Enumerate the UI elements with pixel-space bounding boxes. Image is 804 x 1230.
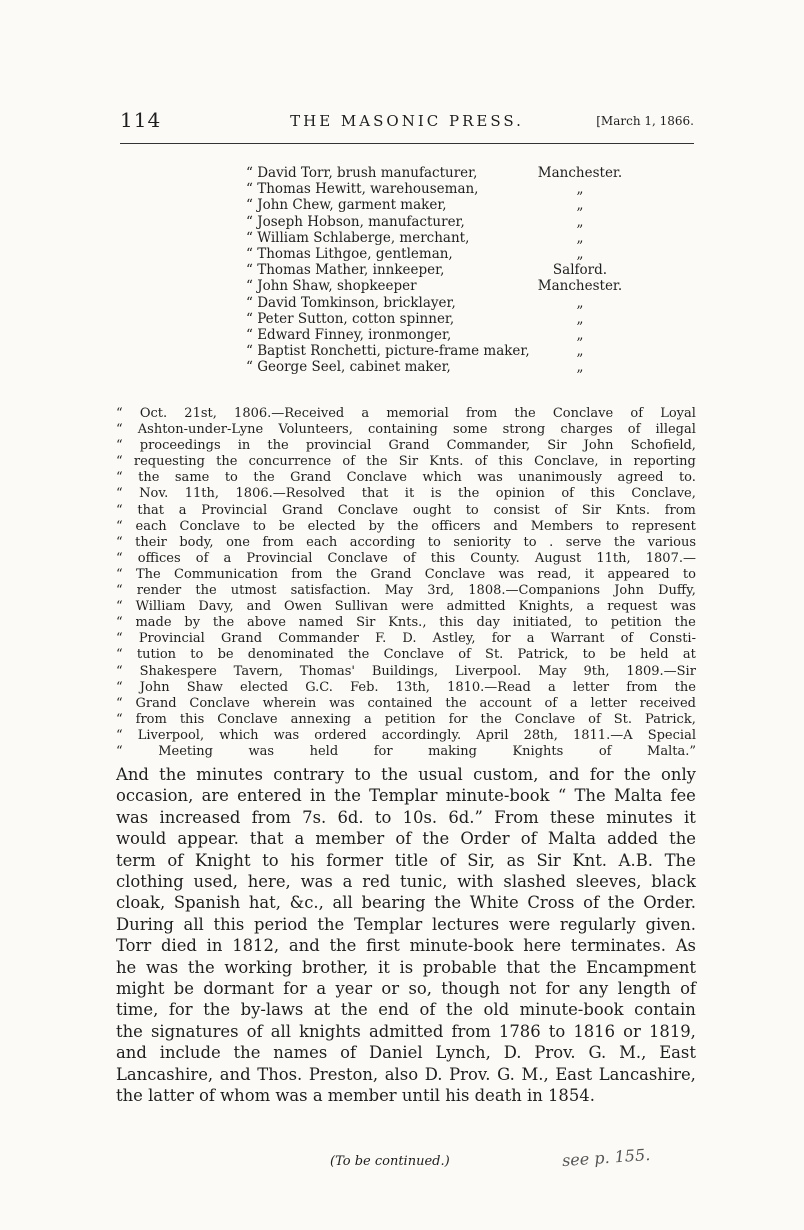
running-title: THE MASONIC PRESS.	[290, 112, 524, 130]
quote-line: “ Oct. 21st, 1806.—Received a memorial from the Conclave of Loyal	[116, 406, 696, 421]
quote-line: “ William Davy, and Owen Sullivan were admitted Knights, a request was	[116, 599, 696, 615]
body-line: and include the names of Daniel Lynch, D. Prov. G. M., East	[116, 1043, 696, 1063]
member-row	[246, 214, 626, 230]
issue-date: [March 1, 1866.	[596, 114, 694, 128]
body-line: cloak, Spanish hat, &c., all bearing the White Cross of the Order.	[116, 893, 696, 913]
quote-line: “ offices of a Provincial Conclave of this County. August 11th, 1807.—	[116, 550, 696, 566]
body-line: Lancashire, and Thos. Preston, also D. Prov. G. M., East Lancashire,	[116, 1064, 696, 1084]
member-place: „	[576, 343, 584, 360]
quote-line: “ Liverpool, which was ordered accordingly. April 28th, 1811.—A Special	[116, 727, 696, 743]
header-rule	[120, 143, 694, 144]
quote-line: “ tution to be denominated the Conclave of St. Patrick, to be held at	[116, 647, 696, 663]
body-line: the latter of whom was a member until his death in 1854.	[116, 1086, 595, 1106]
member-name: “ George Seel, cabinet maker,	[246, 359, 451, 376]
member-place: „	[576, 213, 584, 230]
body-line: would appear. that a member of the Order of Malta added the	[116, 829, 696, 849]
body-line: Torr died in 1812, and the first minute-book here terminates. As	[116, 936, 696, 956]
member-row	[246, 327, 626, 343]
member-place: „	[576, 310, 584, 327]
member-name: “ Thomas Mather, innkeeper,	[246, 262, 445, 279]
quote-line: “ each Conclave to be elected by the officers and Members to represent	[116, 518, 696, 534]
member-row	[246, 165, 626, 181]
body-line: term of Knight to his former title of Sir, as Sir Knt. A.B. The	[116, 850, 696, 870]
handwritten-annotation: see p. 155.	[561, 1144, 651, 1171]
member-place: Manchester.	[537, 278, 623, 295]
member-name: “ Baptist Ronchetti, picture-frame maker,	[246, 343, 530, 360]
quote-line: “ Provincial Grand Commander F. D. Astley, for a Warrant of Consti-	[116, 631, 696, 647]
quote-line: “ The Communication from the Grand Conclave was read, it appeared to	[116, 566, 696, 582]
body-line: might be dormant for a year or so, though not for any length of	[116, 979, 696, 999]
member-row	[246, 181, 626, 197]
member-name: “ John Shaw, shopkeeper	[246, 278, 417, 295]
member-place: „	[576, 359, 584, 376]
member-row	[246, 343, 626, 359]
member-row	[246, 197, 626, 213]
member-place: Salford.	[552, 262, 608, 279]
member-place: Manchester.	[537, 165, 623, 181]
quote-line: “ render the utmost satisfaction. May 3rd, 1808.—Companions John Duffy,	[116, 583, 696, 599]
member-row	[246, 295, 626, 311]
body-line: time, for the by-laws at the end of the old minute-book contain	[116, 1000, 696, 1020]
quote-line: “ that a Provincial Grand Conclave ought to consist of Sir Knts. from	[116, 502, 696, 518]
body-line: he was the working brother, it is probable that the Encampment	[116, 957, 696, 977]
member-row	[246, 311, 626, 327]
page-number: 114	[120, 108, 162, 132]
body-line: was increased from 7s. 6d. to 10s. 6d.” From these minutes it	[116, 807, 696, 827]
continuation-note: (To be continued.)	[330, 1154, 450, 1169]
quote-line: “ Grand Conclave wherein was contained the account of a letter received	[116, 695, 696, 711]
body-line: During all this period the Templar lectures were regularly given.	[116, 914, 696, 934]
minutes-extract	[116, 406, 696, 760]
members-list	[246, 165, 626, 376]
member-place: „	[576, 294, 584, 311]
member-name: “ John Chew, garment maker,	[246, 197, 447, 214]
member-name: “ Peter Sutton, cotton spinner,	[246, 310, 455, 327]
member-name: “ David Tomkinson, bricklayer,	[246, 294, 456, 311]
quote-line: “ their body, one from each according to seniority to . serve the various	[116, 534, 696, 550]
member-name: “ David Torr, brush manufacturer,	[246, 165, 478, 181]
member-name: “ Joseph Hobson, manufacturer,	[246, 213, 465, 230]
quote-line: “ proceedings in the provincial Grand Commander, Sir John Schofield,	[116, 438, 696, 454]
quote-line: “ Shakespere Tavern, Thomas' Buildings, Liverpool. May 9th, 1809.—Sir	[116, 663, 696, 679]
member-row	[246, 278, 626, 294]
member-row	[246, 262, 626, 278]
member-name: “ Edward Finney, ironmonger,	[246, 327, 452, 344]
body-line: clothing used, here, was a red tunic, with slashed sleeves, black	[116, 872, 696, 892]
member-place: „	[576, 229, 584, 246]
quote-line: “ made by the above named Sir Knts., this day initiated, to petition the	[116, 615, 696, 631]
quote-line: “ from this Conclave annexing a petition for the Conclave of St. Patrick,	[116, 711, 696, 727]
member-name: “ Thomas Hewitt, warehouseman,	[246, 181, 479, 198]
body-paragraph	[116, 764, 696, 1107]
member-name: “ William Schlaberge, merchant,	[246, 229, 470, 246]
member-row	[246, 359, 626, 375]
body-line: occasion, are entered in the Templar minute-book “ The Malta fee	[116, 786, 696, 806]
member-place: „	[576, 181, 584, 198]
quote-line: “ Nov. 11th, 1806.—Resolved that it is the opinion of this Conclave,	[116, 486, 696, 502]
member-name: “ Thomas Lithgoe, gentleman,	[246, 246, 453, 263]
quote-line: “ Ashton-under-Lyne Volunteers, containing some strong charges of illegal	[116, 422, 696, 438]
body-line: the signatures of all knights admitted from 1786 to 1816 or 1819,	[116, 1021, 696, 1041]
page-header	[120, 108, 694, 134]
member-place: „	[576, 197, 584, 214]
quote-line: “ John Shaw elected G.C. Feb. 13th, 1810.—Read a letter from the	[116, 679, 696, 695]
member-row	[246, 246, 626, 262]
body-line: And the minutes contrary to the usual custom, and for the only	[116, 765, 696, 784]
member-row	[246, 230, 626, 246]
member-place: „	[576, 246, 584, 263]
quote-line: “ requesting the concurrence of the Sir Knts. of this Conclave, in reporting	[116, 454, 696, 470]
quote-line: “ the same to the Grand Conclave which was unanimously agreed to.	[116, 470, 696, 486]
quote-line: “ Meeting was held for making Knights of Malta.”	[116, 743, 696, 759]
member-place: „	[576, 327, 584, 344]
